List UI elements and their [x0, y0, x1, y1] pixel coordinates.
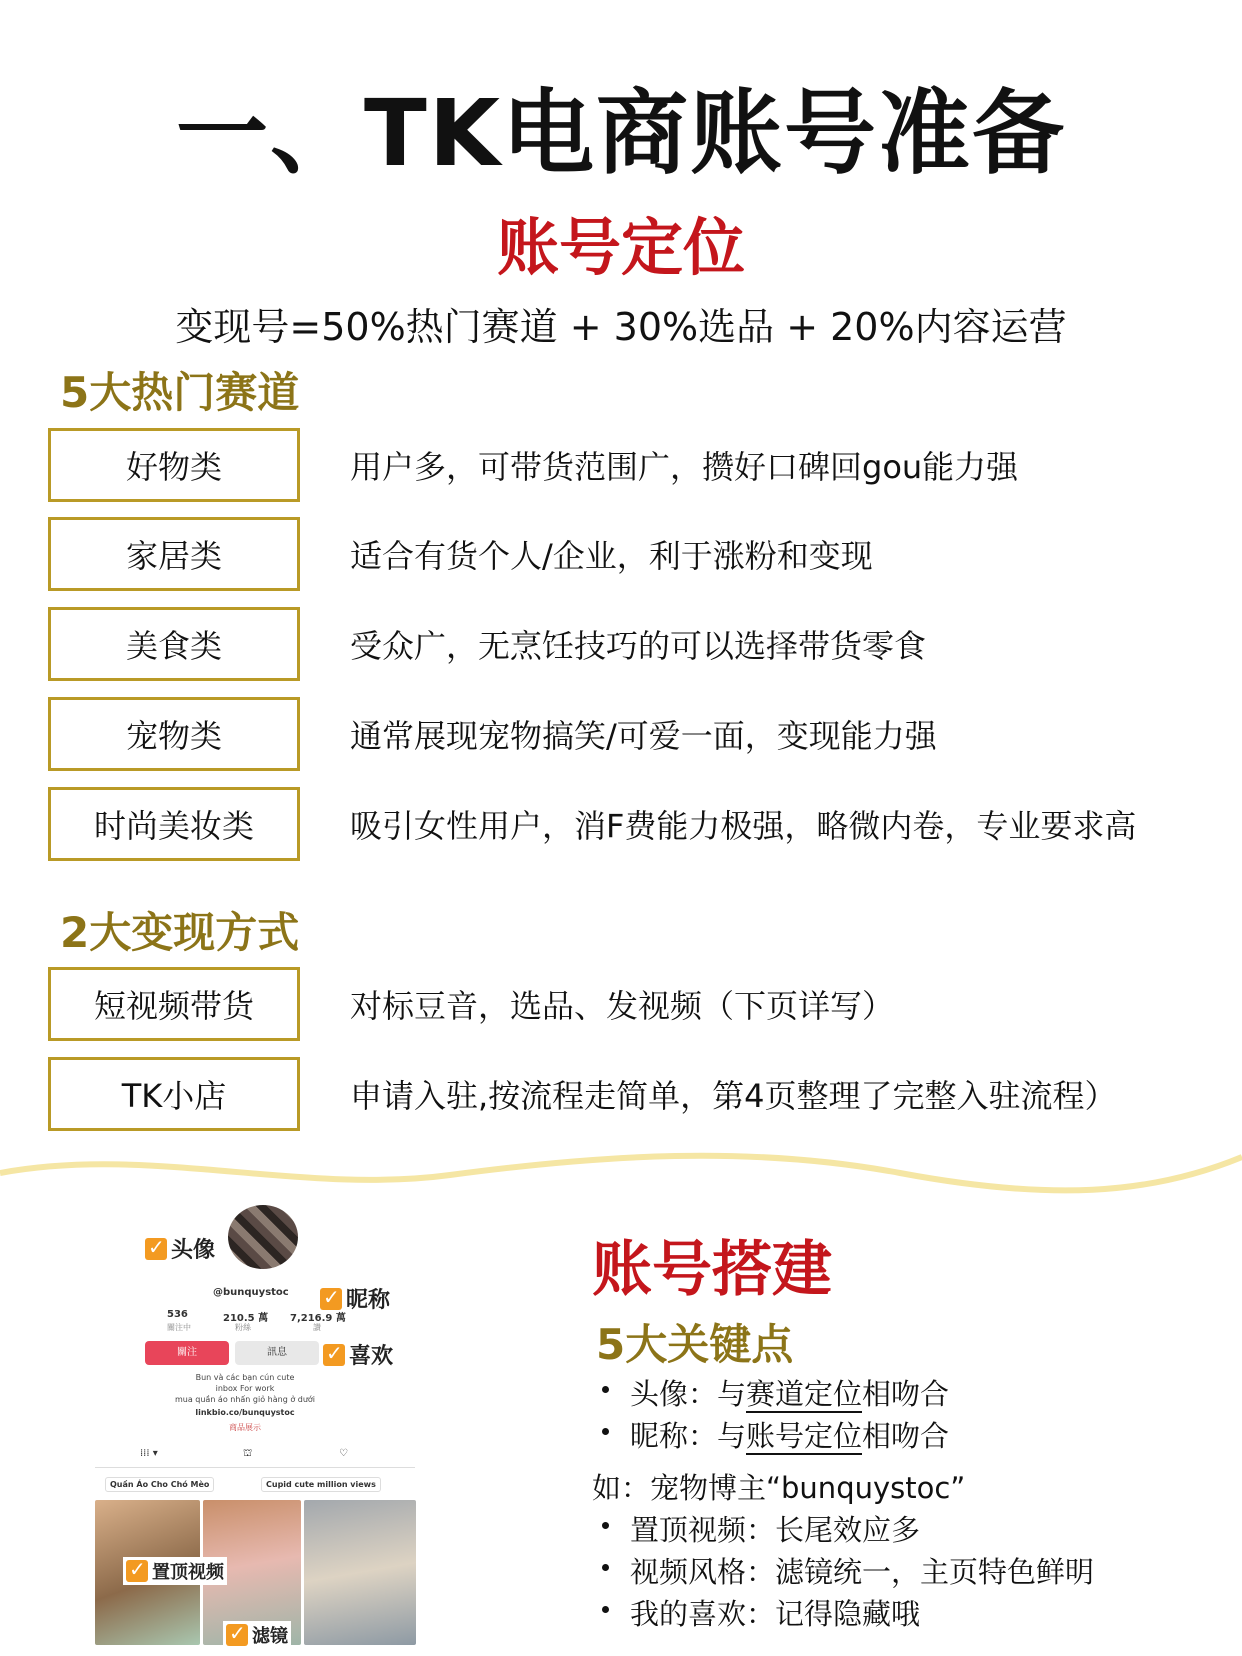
track-desc: 受众广，无烹饪技巧的可以选择带货零食	[350, 627, 927, 665]
profile-avatar	[228, 1205, 298, 1269]
bio-line: mua quần áo nhấn giỏ hàng ở dưới	[174, 1395, 316, 1404]
stat-value: 7,216.9 萬	[290, 1313, 346, 1324]
track-desc: 通常展现宠物搞笑/可爱一面，变现能力强	[350, 717, 937, 755]
stat-label: 粉絲	[235, 1323, 251, 1332]
bullet-dot	[602, 1606, 609, 1613]
monetize-heading: 2大变现方式	[60, 908, 300, 957]
likes-check-label: ✓ 喜欢	[323, 1339, 393, 1370]
page-title: 一、TK电商账号准备	[175, 80, 1067, 187]
track-tag: 时尚美妆类	[48, 787, 300, 861]
checkbox-icon	[320, 1288, 342, 1310]
example-text: 如：宠物博主“bunquystoc”	[592, 1471, 966, 1505]
bullet-dot	[602, 1522, 609, 1529]
track-row	[48, 787, 1188, 867]
monetize-tag: 短视频带货	[48, 967, 300, 1041]
tracks-heading: 5大热门赛道	[60, 368, 300, 417]
monetize-desc: 申请入驻,按流程走简单，第4页整理了完整入驻流程）	[350, 1077, 1117, 1115]
bio-line: inbox For work	[215, 1384, 275, 1393]
track-tag: 家居类	[48, 517, 300, 591]
wave-divider	[0, 1135, 1242, 1205]
keypoint-item: 头像：与赛道定位相吻合	[630, 1372, 949, 1413]
track-row	[48, 428, 1188, 508]
stat-label: 關注中	[167, 1323, 191, 1332]
keypoints-heading: 5大关键点	[596, 1320, 794, 1369]
bio-link[interactable]: linkbio.co/bunquystoc	[195, 1408, 295, 1417]
follow-button[interactable]: 關注	[145, 1341, 229, 1365]
nickname-check-label: ✓ 昵称	[320, 1283, 390, 1314]
stat-value: 210.5 萬	[223, 1313, 269, 1324]
checkbox-icon	[323, 1344, 345, 1366]
shop-tab-icon[interactable]: ⛫	[243, 1448, 253, 1459]
message-button[interactable]: 訊息	[235, 1341, 319, 1365]
video-thumbnail[interactable]	[304, 1500, 416, 1645]
monetize-tag: TK小店	[48, 1057, 300, 1131]
formula-text: 变现号=50%热门赛道 + 30%选品 + 20%内容运营	[175, 305, 1067, 349]
keypoint-item: 昵称：与账号定位相吻合	[630, 1414, 949, 1455]
checkbox-icon	[126, 1560, 148, 1582]
playlist-chip[interactable]: Quần Áo Cho Chó Mèo	[105, 1477, 214, 1492]
tab-divider	[95, 1467, 415, 1468]
bullet-dot	[602, 1386, 609, 1393]
checkbox-icon	[226, 1624, 248, 1646]
positioning-heading: 账号定位	[496, 211, 745, 284]
shop-link[interactable]: 商品展示	[229, 1423, 261, 1432]
track-tag: 美食类	[48, 607, 300, 681]
track-tag: 好物类	[48, 428, 300, 502]
profile-screenshot	[95, 1205, 440, 1645]
track-row	[48, 517, 1188, 597]
setup-heading: 账号搭建	[592, 1235, 832, 1305]
liked-tab-icon[interactable]: ♡	[339, 1448, 348, 1459]
playlist-chip[interactable]: Cupid cute million views	[261, 1477, 381, 1492]
track-desc: 吸引女性用户，消F费能力极强，略微内卷，专业要求高	[350, 807, 1137, 845]
track-tag: 宠物类	[48, 697, 300, 771]
track-row	[48, 697, 1188, 777]
stat-label: 讚	[313, 1323, 321, 1332]
checkbox-icon	[145, 1238, 167, 1260]
pinned-check-label: ✓ 置顶视频	[123, 1557, 227, 1585]
monetize-desc: 对标豆音，选品、发视频（下页详写）	[350, 987, 895, 1025]
keypoint-item: 我的喜欢：记得隐藏哦	[630, 1592, 920, 1633]
bio-line: Bun và các bạn cún cute	[195, 1373, 295, 1382]
profile-handle: @bunquystoc	[213, 1287, 289, 1298]
keypoint-item: 视频风格：滤镜统一，主页特色鲜明	[630, 1550, 1094, 1591]
avatar-check-label: ✓ 头像	[145, 1233, 215, 1264]
track-row	[48, 607, 1188, 687]
monetize-row	[48, 1057, 1188, 1137]
grid-tab-icon[interactable]: ⁞⁞⁞ ▾	[140, 1448, 158, 1459]
bullet-dot	[602, 1428, 609, 1435]
stat-value: 536	[167, 1309, 188, 1320]
keypoint-item: 置顶视频：长尾效应多	[630, 1508, 920, 1549]
filter-check-label: ✓ 滤镜	[223, 1621, 291, 1649]
track-desc: 适合有货个人/企业，利于涨粉和变现	[350, 537, 873, 575]
track-desc: 用户多，可带货范围广，攒好口碑回gou能力强	[350, 448, 1019, 486]
keypoint-list	[592, 1372, 1230, 1642]
monetize-row	[48, 967, 1188, 1047]
bullet-dot	[602, 1564, 609, 1571]
